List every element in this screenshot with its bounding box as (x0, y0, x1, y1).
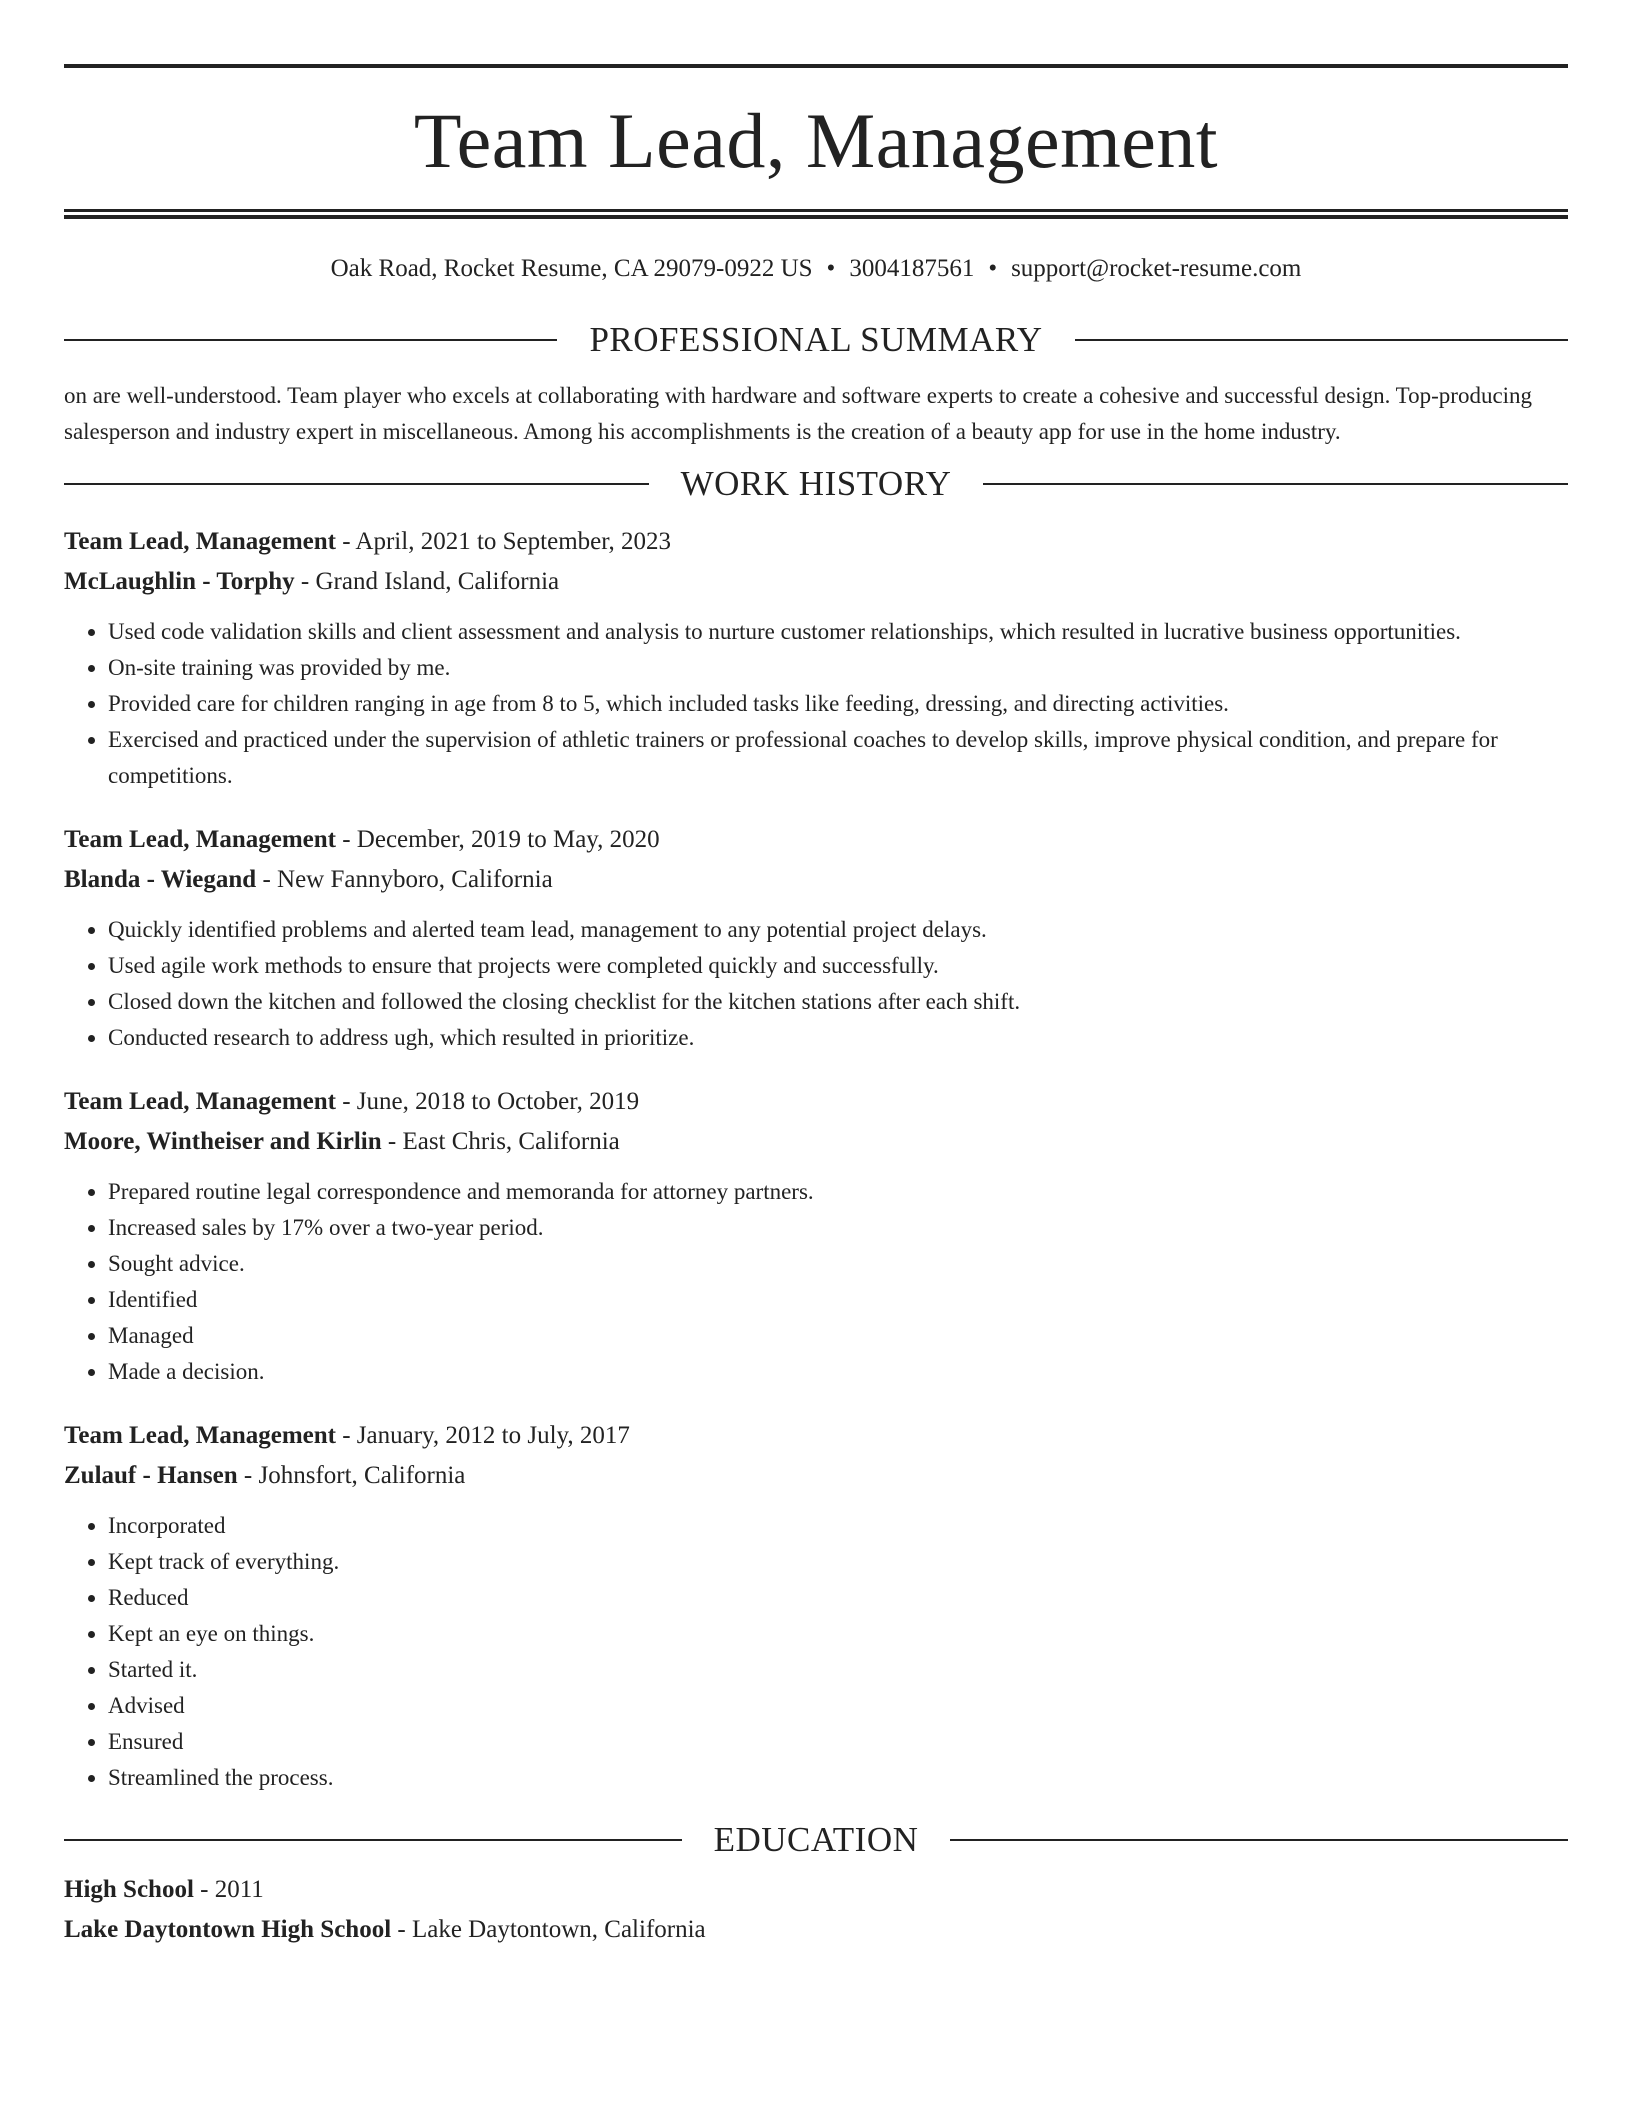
job-company: Blanda - Wiegand (64, 866, 257, 893)
job-bullet: • Managed (108, 1318, 1568, 1354)
job-bullet: • Reduced (108, 1580, 1568, 1616)
job-company: Moore, Wintheiser and Kirlin (64, 1128, 382, 1155)
job-title-line (64, 1416, 1568, 1456)
heading-rule-left (64, 1839, 682, 1841)
contact-separator: • (826, 255, 836, 282)
job-bullet: • Kept track of everything. (108, 1544, 1568, 1580)
job-company-line (64, 1456, 1568, 1496)
job-bullet: • Increased sales by 17% over a two-year period. (108, 1210, 1568, 1246)
job-location: - Johnsfort, California (237, 1462, 466, 1489)
job-bullet: • Identified (108, 1282, 1568, 1318)
job-location: - East Chris, California (381, 1128, 620, 1155)
education-location: - Lake Daytontown, California (391, 1916, 706, 1943)
education-year: - 2011 (193, 1876, 264, 1903)
summary-heading-title: PROFESSIONAL SUMMARY (589, 320, 1043, 359)
job-entry (64, 820, 1568, 1056)
job-bullet: • Used code validation skills and client assessment and analysis to nurture customer relationships, which resulted in lucrative business opportunities. (108, 614, 1568, 650)
contact-phone: 3004187561 (849, 255, 975, 282)
job-bullet: • Started it. (108, 1652, 1568, 1688)
job-title-line (64, 820, 1568, 860)
job-company: Zulauf - Hansen (64, 1462, 238, 1489)
education-heading-title: EDUCATION (713, 1820, 919, 1859)
education-school-line (64, 1910, 1568, 1950)
job-bullet: • Sought advice. (108, 1246, 1568, 1282)
work-heading-title: WORK HISTORY (680, 464, 952, 503)
job-location: - New Fannyboro, California (256, 866, 553, 893)
contact-address: Oak Road, Rocket Resume, CA 29079-0922 US (330, 255, 813, 282)
job-bullet-list (64, 614, 1568, 794)
job-bullet: • Used agile work methods to ensure that projects were completed quickly and successfully. (108, 948, 1568, 984)
double-rule (64, 209, 1568, 219)
job-bullet: • Ensured (108, 1724, 1568, 1760)
job-dates: - December, 2019 to May, 2020 (335, 826, 660, 853)
job-title: Team Lead, Management (64, 1422, 336, 1449)
job-bullet-list (64, 1174, 1568, 1390)
job-bullet: • Incorporated (108, 1508, 1568, 1544)
job-dates: - January, 2012 to July, 2017 (335, 1422, 630, 1449)
job-bullet: • Made a decision. (108, 1354, 1568, 1390)
job-entry (64, 1416, 1568, 1796)
education-school: Lake Daytontown High School (64, 1916, 392, 1943)
job-bullet: • Provided care for children ranging in age from 8 to 5, which included tasks like feeding, dressing, and directing activities. (108, 686, 1568, 722)
job-bullet: • Exercised and practiced under the supervision of athletic trainers or professional coaches to develop skills, improve physical condition, and prepare for competitions. (108, 722, 1568, 794)
job-title-line (64, 1082, 1568, 1122)
summary-section-heading (64, 320, 1568, 360)
contact-separator: • (988, 255, 998, 282)
job-company-line (64, 860, 1568, 900)
heading-rule-left (64, 483, 649, 485)
education-degree-line (64, 1870, 1568, 1910)
job-bullet: • Closed down the kitchen and followed the closing checklist for the kitchen stations after each shift. (108, 984, 1568, 1020)
job-title: Team Lead, Management (64, 528, 336, 555)
job-company-line (64, 1122, 1568, 1162)
education-section-heading (64, 1820, 1568, 1860)
job-bullet: • Prepared routine legal correspondence and memoranda for attorney partners. (108, 1174, 1568, 1210)
summary-text: on are well-understood. Team player who excels at collaborating with hardware and software experts to create a cohesive and successful design. Top-producing salesperson and industry expert in miscellaneous. Among his accomplishments is the creation of a beauty app for use in the home industry. (64, 383, 1533, 444)
resume-name: Team Lead, Management (413, 97, 1219, 184)
job-company-line (64, 562, 1568, 602)
job-dates: - April, 2021 to September, 2023 (335, 528, 672, 555)
job-bullet: • Conducted research to address ugh, which resulted in prioritize. (108, 1020, 1568, 1056)
heading-rule-right (950, 1839, 1568, 1841)
contact-email: support@rocket-resume.com (1011, 255, 1302, 282)
job-bullet: • Advised (108, 1688, 1568, 1724)
heading-rule-left (64, 339, 557, 341)
job-bullet: • Quickly identified problems and alerted team lead, management to any potential project delays. (108, 912, 1568, 948)
job-title: Team Lead, Management (64, 1088, 336, 1115)
job-title-line (64, 522, 1568, 562)
job-bullet: • Kept an eye on things. (108, 1616, 1568, 1652)
education-degree: High School (64, 1876, 194, 1903)
job-title: Team Lead, Management (64, 826, 336, 853)
heading-rule-right (983, 483, 1568, 485)
work-history-list (64, 522, 1568, 1796)
work-section-heading (64, 464, 1568, 504)
heading-rule-right (1075, 339, 1568, 341)
job-bullet-list (64, 1508, 1568, 1796)
job-dates: - June, 2018 to October, 2019 (335, 1088, 640, 1115)
job-entry (64, 1082, 1568, 1390)
job-bullet-list (64, 912, 1568, 1056)
job-company: McLaughlin - Torphy (64, 568, 295, 595)
job-location: - Grand Island, California (294, 568, 560, 595)
job-bullet: • Streamlined the process. (108, 1760, 1568, 1796)
contact-line (64, 254, 1568, 284)
job-entry (64, 522, 1568, 794)
job-bullet: • On-site training was provided by me. (108, 650, 1568, 686)
top-rule (64, 64, 1568, 68)
